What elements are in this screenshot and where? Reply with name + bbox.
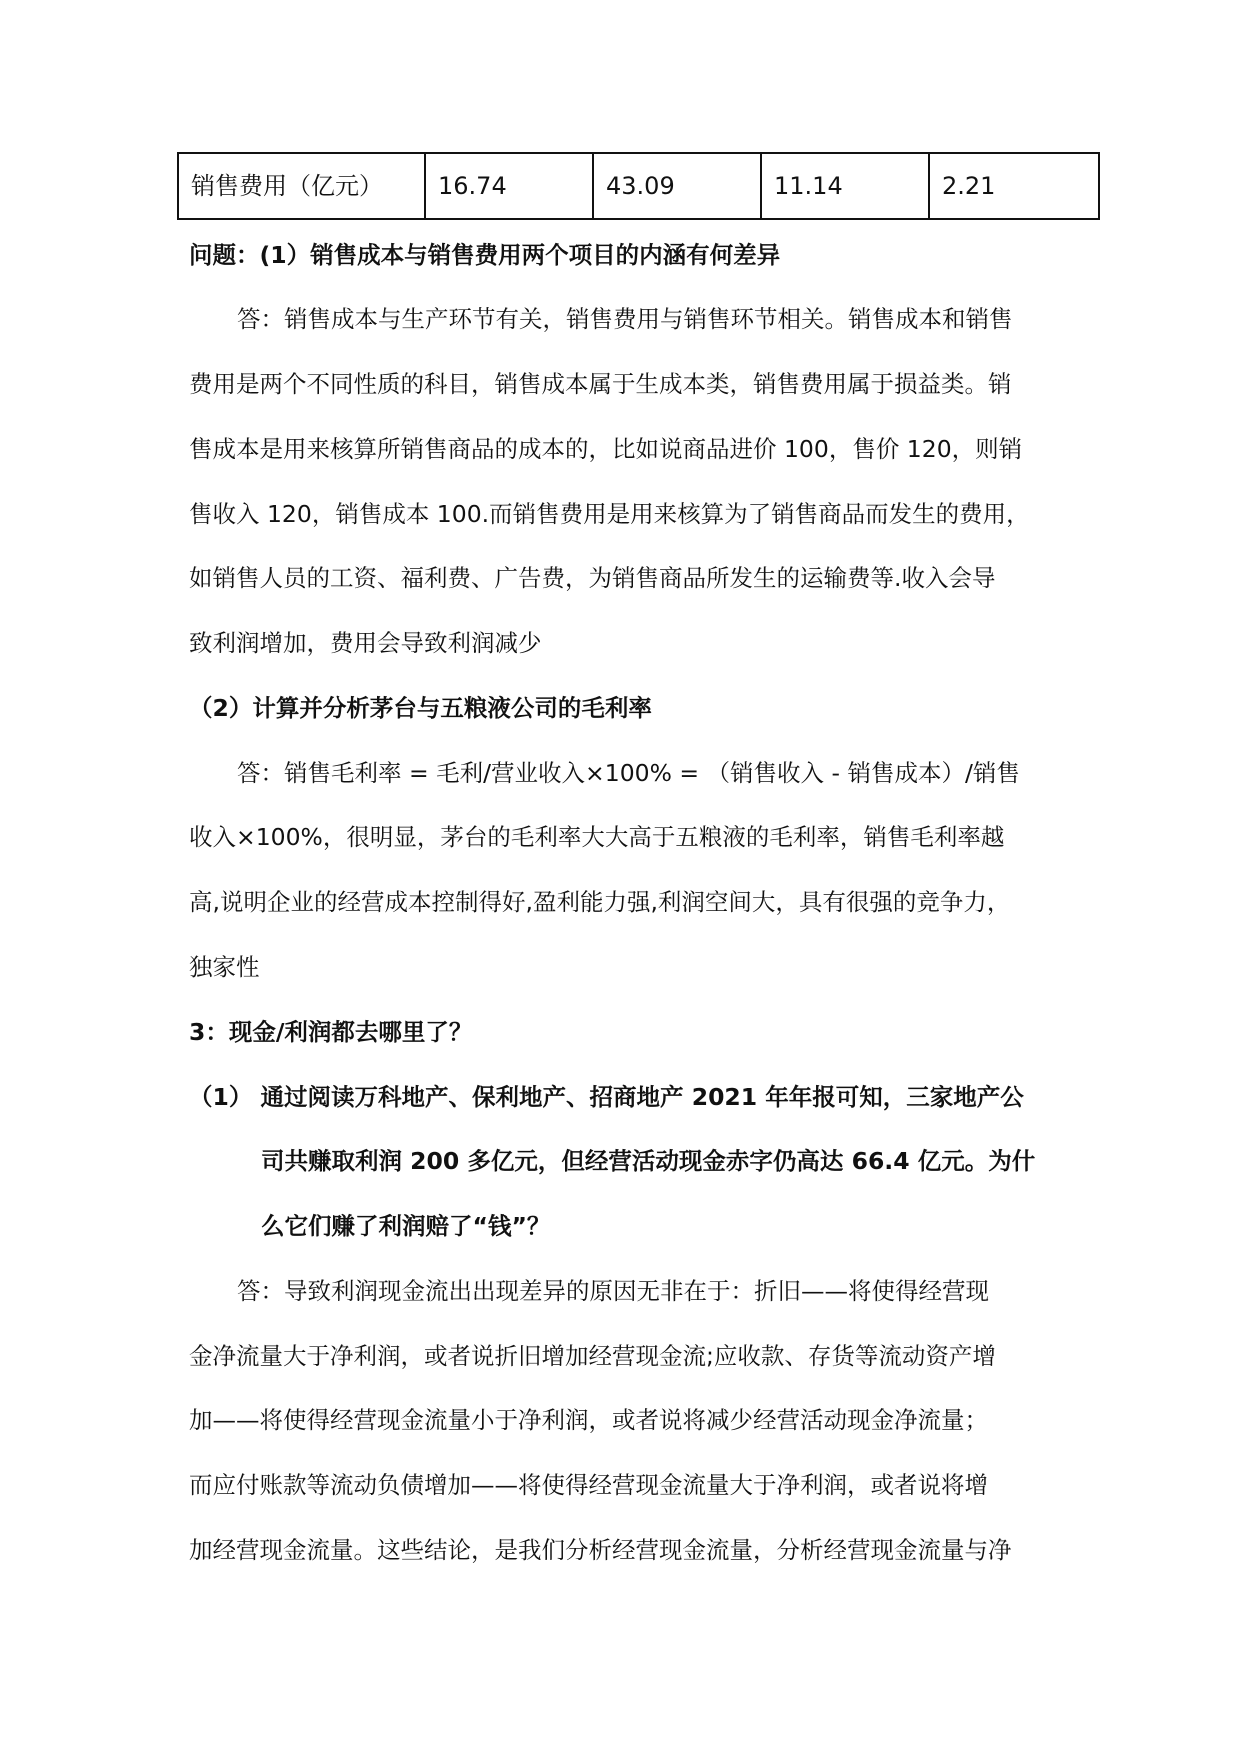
question-3-1-line: （1） 通过阅读万科地产、保利地产、招商地产 2021 年年报可知，三家地产公 (189, 1083, 1024, 1111)
answer-1-line: 致利润增加，费用会导致利润减少 (189, 629, 542, 657)
question-2-heading: （2）计算并分析茅台与五粮液公司的毛利率 (189, 694, 652, 722)
answer-1-line: 售收入 120，销售成本 100.而销售费用是用来核算为了销售商品而发生的费用， (189, 500, 1030, 528)
table-row (178, 153, 1099, 219)
table-cell-value: 16.74 (425, 153, 593, 219)
answer-1-line: 售成本是用来核算所销售商品的成本的，比如说商品进价 100，售价 120，则销 (189, 435, 1023, 463)
question-3-1-line: 么它们赚了利润赔了“钱”？ (261, 1212, 551, 1240)
question-1-heading: 问题：(1）销售成本与销售费用两个项目的内涵有何差异 (189, 241, 781, 269)
answer-3-line: 答：导致利润现金流出出现差异的原因无非在于：折旧——将使得经营现 (237, 1277, 989, 1305)
answer-3-line: 加经营现金流量。这些结论，是我们分析经营现金流量，分析经营现金流量与净 (189, 1536, 1012, 1564)
answer-2-line: 收入×100%，很明显，茅台的毛利率大大高于五粮液的毛利率，销售毛利率越 (189, 823, 1005, 851)
answer-2-line: 高,说明企业的经营成本控制得好,盈利能力强,利润空间大，具有很强的竞争力， (189, 888, 1011, 916)
question-3-1-line: 司共赚取利润 200 多亿元，但经营活动现金赤字仍高达 66.4 亿元。为什 (261, 1147, 1036, 1175)
table-cell-value: 2.21 (929, 153, 1099, 219)
answer-1-line: 答：销售成本与生产环节有关，销售费用与销售环节相关。销售成本和销售 (237, 305, 1013, 333)
answer-3-line: 而应付账款等流动负债增加——将使得经营现金流量大于净利润，或者说将增 (189, 1471, 988, 1499)
sales-expense-table (177, 152, 1100, 220)
answer-3-line: 加——将使得经营现金流量小于净利润，或者说将减少经营活动现金净流量； (189, 1406, 988, 1434)
table-cell-label: 销售费用（亿元） (178, 153, 425, 219)
answer-2-line: 独家性 (189, 953, 260, 981)
section-3-heading: 3：现金/利润都去哪里了？ (189, 1018, 473, 1046)
answer-3-line: 金净流量大于净利润，或者说折旧增加经营现金流;应收款、存货等流动资产增 (189, 1342, 996, 1370)
answer-1-line: 费用是两个不同性质的科目，销售成本属于生成本类，销售费用属于损益类。销 (189, 370, 1012, 398)
answer-1-line: 如销售人员的工资、福利费、广告费，为销售商品所发生的运输费等.收入会导 (189, 564, 996, 592)
answer-2-line: 答：销售毛利率 = 毛利/营业收入×100% = （销售收入 - 销售成本）/销售 (237, 759, 1020, 787)
table-cell-value: 11.14 (761, 153, 929, 219)
table-cell-value: 43.09 (593, 153, 761, 219)
